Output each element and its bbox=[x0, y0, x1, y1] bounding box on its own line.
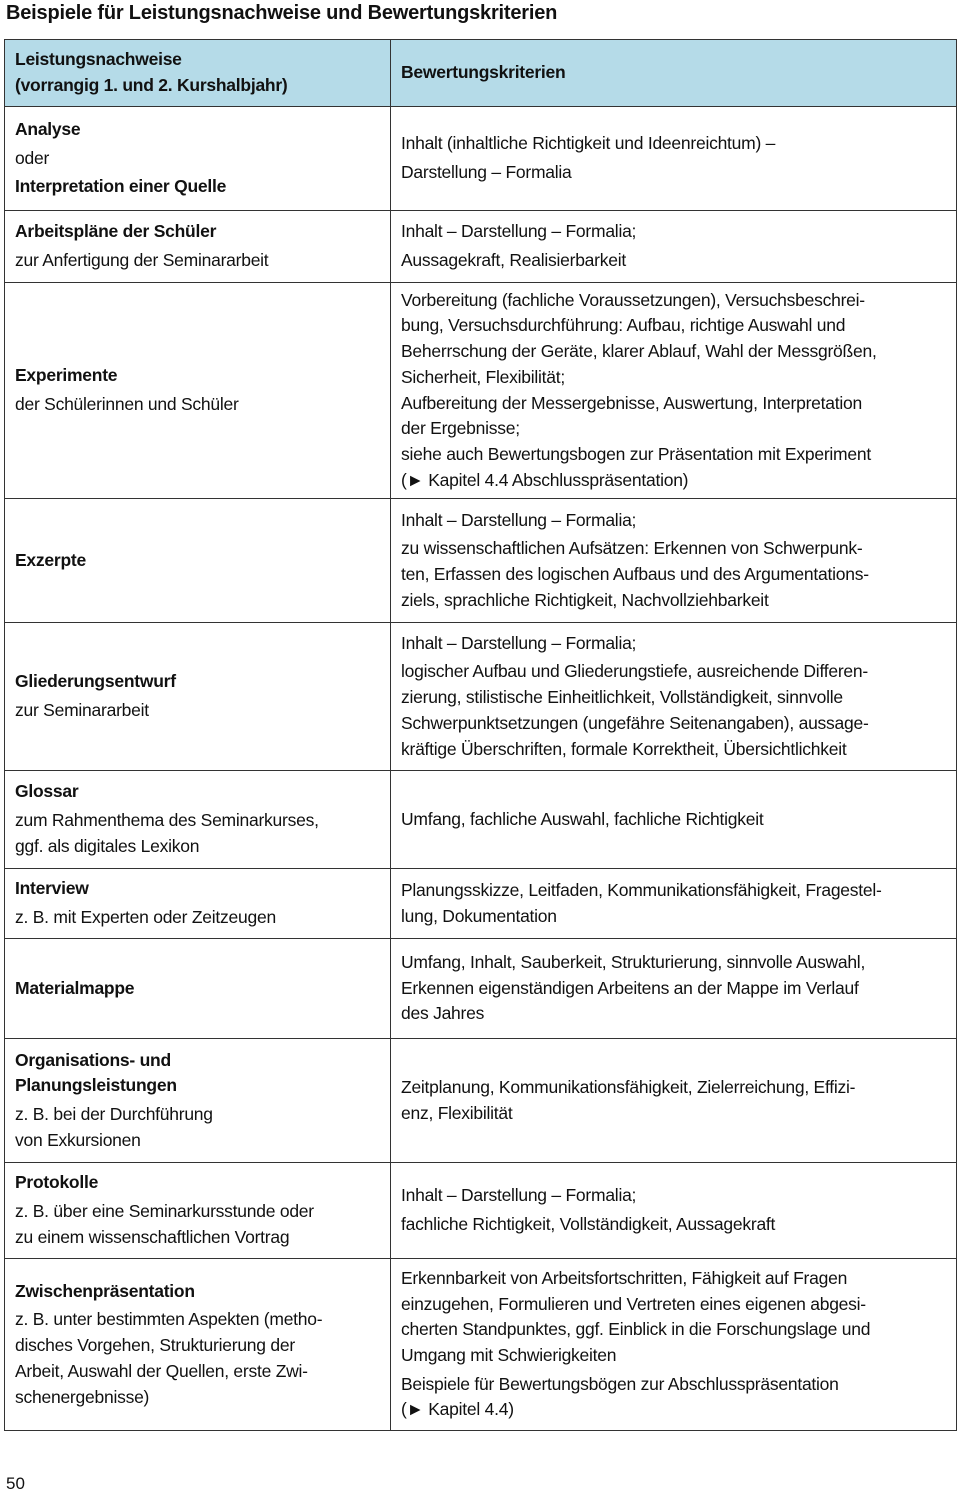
text-line: Bewertungskriterien bbox=[401, 62, 566, 83]
leistungsnachweis-cell bbox=[5, 939, 391, 1039]
table-row bbox=[5, 1259, 957, 1431]
text-line: Umgang mit Schwierigkeiten bbox=[401, 1345, 617, 1365]
text-line: von Exkursionen bbox=[15, 1129, 141, 1150]
text-line: ziels, sprachliche Richtigkeit, Nachvollziehbarkeit bbox=[401, 589, 769, 610]
item-title bbox=[15, 363, 380, 389]
item-text bbox=[15, 1199, 380, 1250]
item-text bbox=[15, 808, 380, 859]
text-line: Organisations- und bbox=[15, 1049, 171, 1070]
item-text bbox=[401, 131, 946, 157]
item-text bbox=[401, 1372, 946, 1423]
item-text bbox=[401, 288, 946, 494]
text-line: Aufbereitung der Messergebnisse, Auswertung, Interpretation bbox=[401, 392, 862, 413]
item-title bbox=[15, 876, 380, 902]
item-text bbox=[401, 1183, 946, 1209]
text-line: zur Anfertigung der Seminararbeit bbox=[15, 250, 269, 270]
item-title bbox=[15, 669, 380, 695]
table-row bbox=[5, 1163, 957, 1259]
page-title: Beispiele für Leistungsnachweise und Bewertungskriterien bbox=[6, 2, 558, 24]
table-row bbox=[5, 107, 957, 211]
text-line: Schwerpunktsetzungen (ungefähre Seitenangaben), aussage- bbox=[401, 712, 869, 733]
bewertungskriterien-cell bbox=[391, 1259, 957, 1431]
item-text bbox=[401, 1266, 946, 1369]
leistungsnachweis-cell bbox=[5, 1039, 391, 1163]
item-text bbox=[401, 508, 946, 534]
item-text bbox=[401, 219, 946, 245]
header-bewertungskriterien bbox=[391, 40, 957, 107]
item-title bbox=[15, 117, 380, 143]
text-line: schenergebnisse) bbox=[15, 1386, 150, 1407]
text-line: Beherrschung der Geräte, klarer Ablauf, Wahl der Messgrößen, bbox=[401, 341, 877, 362]
leistungsnachweis-cell bbox=[5, 869, 391, 939]
text-line: Planungsleistungen bbox=[15, 1075, 177, 1096]
leistungsnachweis-cell bbox=[5, 107, 391, 211]
text-line: Inhalt – Darstellung – Formalia; bbox=[401, 1185, 637, 1206]
text-line: Interpretation einer Quelle bbox=[15, 176, 227, 197]
text-line: Arbeitspläne der Schüler bbox=[15, 221, 217, 242]
bewertungskriterien-cell bbox=[391, 107, 957, 211]
bewertungskriterien-cell bbox=[391, 283, 957, 499]
leistungsnachweis-cell bbox=[5, 623, 391, 771]
item-text bbox=[401, 160, 946, 186]
text-line: Materialmappe bbox=[15, 977, 135, 998]
text-line: Sicherheit, Flexibilität; bbox=[401, 366, 565, 387]
text-line: (vorrangig 1. und 2. Kurshalbjahr) bbox=[15, 75, 288, 95]
item-title bbox=[15, 1170, 380, 1196]
text-line: Leistungsnachweise bbox=[15, 49, 182, 70]
text-line: Inhalt (inhaltliche Richtigkeit und Ideenreichtum) – bbox=[401, 133, 776, 154]
text-line: enz, Flexibilität bbox=[401, 1102, 513, 1123]
text-line: Erkennbarkeit von Arbeitsfortschritten, Fähigkeit auf Fragen bbox=[401, 1267, 848, 1288]
text-line: kräftige Überschriften, formale Korrektheit, Übersichtlichkeit bbox=[401, 738, 847, 759]
item-text bbox=[401, 631, 946, 657]
text-line: z. B. mit Experten oder Zeitzeugen bbox=[15, 907, 276, 927]
item-text bbox=[15, 146, 380, 172]
item-title bbox=[15, 976, 380, 1002]
leistungsnachweis-cell bbox=[5, 771, 391, 869]
item-text bbox=[401, 1075, 946, 1126]
text-line: Planungsskizze, Leitfaden, Kommunikationsfähigkeit, Fragestel- bbox=[401, 879, 882, 900]
header-leistungsnachweise bbox=[5, 40, 391, 107]
item-text bbox=[15, 905, 380, 931]
item-title bbox=[15, 1279, 380, 1305]
item-text bbox=[401, 878, 946, 929]
text-line: Zeitplanung, Kommunikationsfähigkeit, Zielerreichung, Effizi- bbox=[401, 1076, 856, 1097]
leistungsnachweis-cell bbox=[5, 499, 391, 623]
text-line: Glossar bbox=[15, 781, 79, 802]
text-line: z. B. über eine Seminarkursstunde oder bbox=[15, 1201, 314, 1222]
table-row bbox=[5, 623, 957, 771]
item-text bbox=[15, 248, 380, 274]
text-line: Umfang, fachliche Auswahl, fachliche Richtigkeit bbox=[401, 808, 764, 829]
text-line: logischer Aufbau und Gliederungstiefe, ausreichende Differen- bbox=[401, 661, 868, 682]
text-line: z. B. bei der Durchführung bbox=[15, 1104, 213, 1124]
text-line: lung, Dokumentation bbox=[401, 905, 557, 926]
text-line: bung, Versuchsdurchführung: Aufbau, richtige Auswahl und bbox=[401, 315, 846, 336]
text-line: disches Vorgehen, Strukturierung der bbox=[15, 1335, 295, 1356]
text-line: z. B. unter bestimmten Aspekten (metho- bbox=[15, 1309, 323, 1330]
bewertungskriterien-cell bbox=[391, 211, 957, 283]
text-line: einzugehen, Formulieren und Vertreten eines eigenen abgesi- bbox=[401, 1293, 866, 1314]
item-text bbox=[15, 698, 380, 724]
bewertungskriterien-cell bbox=[391, 771, 957, 869]
text-line: ten, Erfassen des logischen Aufbaus und des Argumentations- bbox=[401, 564, 869, 584]
assessment-table bbox=[4, 39, 957, 1431]
text-line: Gliederungsentwurf bbox=[15, 671, 176, 692]
text-line: zur Seminararbeit bbox=[15, 700, 149, 720]
page-number: 50 bbox=[6, 1474, 25, 1493]
item-title bbox=[15, 1048, 380, 1099]
table-row bbox=[5, 869, 957, 939]
table-row bbox=[5, 283, 957, 499]
item-text bbox=[15, 1307, 380, 1410]
item-title bbox=[15, 548, 380, 574]
text-line: Vorbereitung (fachliche Voraussetzungen), Versuchsbeschrei- bbox=[401, 289, 865, 310]
leistungsnachweis-cell bbox=[5, 211, 391, 283]
text-line: zierung, stilistische Einheitlichkeit, Vollständigkeit, sinnvolle bbox=[401, 687, 843, 708]
text-line: Interview bbox=[15, 878, 89, 899]
item-text bbox=[15, 1102, 380, 1153]
text-line: zu einem wissenschaftlichen Vortrag bbox=[15, 1226, 290, 1247]
text-line: Analyse bbox=[15, 118, 81, 139]
item-text bbox=[401, 659, 946, 762]
text-line: der Ergebnisse; bbox=[401, 418, 520, 439]
text-line: oder bbox=[15, 147, 50, 168]
text-line: zu wissenschaftlichen Aufsätzen: Erkennen von Schwerpunk- bbox=[401, 538, 863, 559]
text-line: (► Kapitel 4.4 Abschlusspräsentation) bbox=[401, 469, 689, 490]
item-text bbox=[401, 248, 946, 274]
text-line: Inhalt – Darstellung – Formalia; bbox=[401, 632, 637, 653]
item-text bbox=[401, 807, 946, 833]
text-line: ggf. als digitales Lexikon bbox=[15, 835, 200, 856]
text-line: Umfang, Inhalt, Sauberkeit, Strukturierung, sinnvolle Auswahl, bbox=[401, 951, 866, 972]
leistungsnachweis-cell bbox=[5, 1163, 391, 1259]
text-line: fachliche Richtigkeit, Vollständigkeit, Aussagekraft bbox=[401, 1214, 776, 1234]
leistungsnachweis-cell bbox=[5, 283, 391, 499]
item-text bbox=[401, 950, 946, 1027]
bewertungskriterien-cell bbox=[391, 499, 957, 623]
table-row bbox=[5, 1039, 957, 1163]
text-line: Protokolle bbox=[15, 1172, 99, 1193]
item-title bbox=[15, 174, 380, 200]
text-line: Beispiele für Bewertungsbögen zur Abschlusspräsentation bbox=[401, 1373, 839, 1394]
leistungsnachweis-cell bbox=[5, 1259, 391, 1431]
item-title bbox=[15, 219, 380, 245]
text-line: zum Rahmenthema des Seminarkurses, bbox=[15, 810, 319, 831]
item-text bbox=[401, 536, 946, 613]
text-line: Exzerpte bbox=[15, 549, 86, 570]
bewertungskriterien-cell bbox=[391, 939, 957, 1039]
text-line: Experimente bbox=[15, 365, 118, 386]
item-text bbox=[401, 1212, 946, 1238]
bewertungskriterien-cell bbox=[391, 869, 957, 939]
text-line: Erkennen eigenständigen Arbeitens an der Mappe im Verlauf bbox=[401, 977, 859, 998]
text-line: siehe auch Bewertungsbogen zur Präsentation mit Experiment bbox=[401, 443, 871, 464]
text-line: Darstellung – Formalia bbox=[401, 162, 572, 182]
text-line: Arbeit, Auswahl der Quellen, erste Zwi- bbox=[15, 1360, 308, 1381]
text-line: Aussagekraft, Realisierbarkeit bbox=[401, 250, 626, 270]
text-line: der Schülerinnen und Schüler bbox=[15, 394, 239, 414]
table-row bbox=[5, 771, 957, 869]
bewertungskriterien-cell bbox=[391, 623, 957, 771]
bewertungskriterien-cell bbox=[391, 1039, 957, 1163]
text-line: Inhalt – Darstellung – Formalia; bbox=[401, 509, 637, 530]
item-text bbox=[15, 392, 380, 418]
text-line: Zwischenpräsentation bbox=[15, 1280, 195, 1301]
table-row bbox=[5, 939, 957, 1039]
text-line: Inhalt – Darstellung – Formalia; bbox=[401, 221, 637, 242]
bewertungskriterien-cell bbox=[391, 1163, 957, 1259]
text-line: (► Kapitel 4.4) bbox=[401, 1399, 514, 1420]
table-header-row bbox=[5, 40, 957, 107]
text-line: cherten Standpunktes, ggf. Einblick in die Forschungslage und bbox=[401, 1319, 871, 1340]
table-row bbox=[5, 499, 957, 623]
table-row bbox=[5, 211, 957, 283]
item-title bbox=[15, 779, 380, 805]
text-line: des Jahres bbox=[401, 1003, 485, 1024]
